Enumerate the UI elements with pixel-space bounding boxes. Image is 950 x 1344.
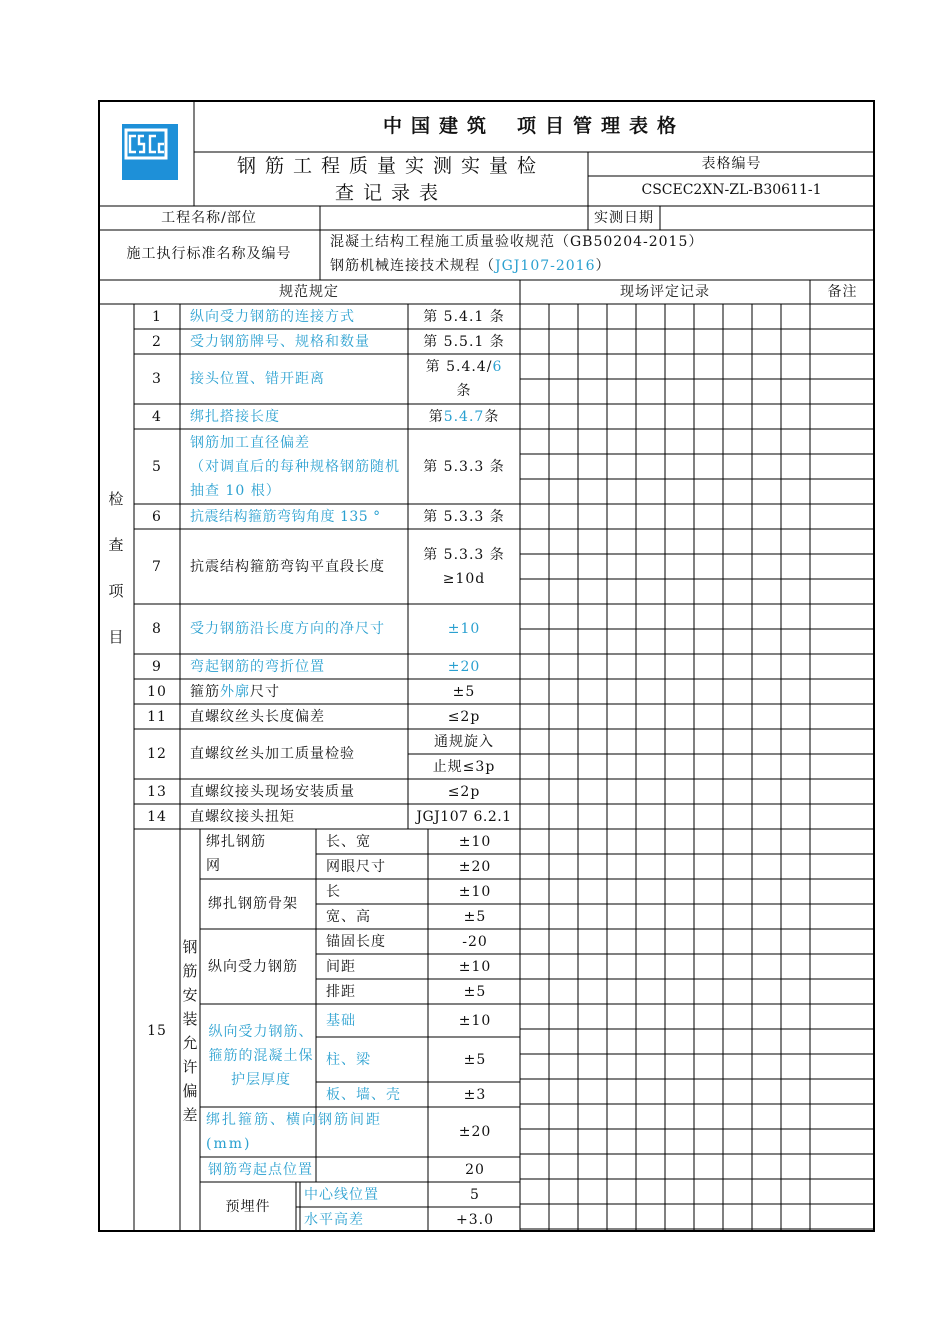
sub-value: 5 <box>470 1186 480 1203</box>
item-no: 14 <box>147 808 167 825</box>
sub-value: ±5 <box>463 983 487 1000</box>
sub-value: -20 <box>462 933 488 950</box>
cscec-logo <box>122 124 178 180</box>
sub-item: 锚固长度 <box>326 933 386 950</box>
standard-1: 混凝土结构工程施工质量验收规范（GB50204-2015） <box>330 234 704 250</box>
sub-value: ±20 <box>458 858 492 875</box>
item-name: 受力钢筋沿长度方向的净尺寸 <box>190 621 385 637</box>
spec-column-header: 规范规定 <box>279 284 339 300</box>
sub-item: 基础 <box>326 1012 356 1029</box>
standard-label: 施工执行标准名称及编号 <box>126 246 292 262</box>
sub-value: ±10 <box>458 833 492 850</box>
inspection-date-label: 实测日期 <box>594 210 654 226</box>
item-no: 10 <box>147 683 167 700</box>
logo-mark-icon <box>122 124 170 164</box>
group-embedded-parts: 预埋件 <box>225 1199 271 1215</box>
item-name: 接头位置、错开距离 <box>190 371 325 387</box>
item-no: 2 <box>152 333 162 350</box>
item-name: 直螺纹接头现场安装质量 <box>190 783 355 800</box>
table-series: 项目管理表格 <box>517 115 686 137</box>
sub-value: ±5 <box>463 908 487 925</box>
sub-item: 长 <box>326 883 341 900</box>
sub-item: 网眼尺寸 <box>326 858 386 875</box>
item-name: 弯起钢筋的弯折位置 <box>190 658 325 675</box>
form-number: CSCEC2XN-ZL-B30611-1 <box>641 182 822 198</box>
item-requirement: ±5 <box>452 683 476 700</box>
company-title <box>194 112 874 140</box>
item-no: 9 <box>152 658 162 675</box>
item-requirement: 通规旋入 <box>434 733 494 750</box>
item-no: 4 <box>152 408 162 425</box>
inspection-items-label: 检 查 项 目 <box>108 490 124 646</box>
item-requirement: 第 5.4.7 条 <box>428 408 500 425</box>
group-cover-thickness: 纵向受力钢筋、箍筋的混凝土保护层厚度 <box>208 1023 314 1088</box>
sub-value: ±10 <box>458 1012 492 1029</box>
sub-value: ±10 <box>458 883 492 900</box>
item-name: 绑扎搭接长度 <box>190 408 280 425</box>
sub-item: 间距 <box>326 958 356 975</box>
item-requirement: ≤2p <box>447 708 481 725</box>
group-rebar-cage: 绑扎钢筋骨架 <box>208 896 298 912</box>
inspection-form <box>98 100 875 1232</box>
item-name: 受力钢筋牌号、规格和数量 <box>190 333 370 350</box>
item-no: 11 <box>147 708 167 725</box>
form-number-label: 表格编号 <box>701 156 762 172</box>
item-no: 6 <box>152 508 162 525</box>
item-name: 箍筋 外廓 尺寸 <box>190 683 280 700</box>
item-name: 直螺纹丝头加工质量检验 <box>190 746 355 762</box>
item-requirement: 第 5.4.4/ 6 条 <box>425 359 503 399</box>
item-name: 直螺纹接头扭矩 <box>190 808 295 825</box>
item-requirement: 止规≤3p <box>432 758 496 775</box>
item-no: 13 <box>147 783 167 800</box>
item-requirement: ±20 <box>447 658 481 675</box>
sub-value: ±10 <box>458 958 492 975</box>
item-requirement: ±10 <box>447 621 481 637</box>
item-name: 抗震结构箍筋弯钩平直段长度 <box>190 558 385 575</box>
standard-2: 钢筋机械连接技术规程（ JGJ107-2016 ） <box>330 258 611 274</box>
sub-item: 水平高差 <box>304 1211 364 1228</box>
group-bend-point: 钢筋弯起点位置 <box>208 1161 313 1178</box>
remark-column-header: 备注 <box>827 284 858 300</box>
item-name: 钢筋加工直径偏差 （对调直后的每种规格钢筋随机抽查 10 根） <box>190 434 400 499</box>
item-no: 1 <box>152 308 162 325</box>
company-name: 中国建筑 <box>382 115 495 137</box>
sub-value: ±20 <box>458 1124 492 1140</box>
sub-value: 20 <box>465 1161 485 1178</box>
item-no: 8 <box>152 621 162 637</box>
item-requirement: 第 5.3.3 条 <box>423 458 505 475</box>
group-rebar-mesh: 绑扎钢筋网 <box>206 834 266 874</box>
form-title-line1: 钢筋工程质量实测实量检 <box>236 155 545 177</box>
sub-item: 排距 <box>326 983 356 1000</box>
item-name: 纵向受力钢筋的连接方式 <box>190 308 355 325</box>
group-longitudinal-rebar: 纵向受力钢筋 <box>208 958 298 975</box>
item-no: 3 <box>152 371 162 387</box>
item-name: 直螺纹丝头长度偏差 <box>190 708 325 725</box>
sub-item: 柱、梁 <box>326 1051 371 1068</box>
item-requirement: 第 5.3.3 条 ≥10d <box>423 546 505 587</box>
item-no: 7 <box>152 558 162 575</box>
sub-item: 板、墙、壳 <box>326 1086 401 1103</box>
form-title-line2: 查记录表 <box>334 182 447 204</box>
sub-item: 长、宽 <box>326 833 371 850</box>
project-name-label: 工程名称/部位 <box>161 210 257 226</box>
inspection-date-value[interactable] <box>660 206 875 230</box>
group-stirrup-spacing: 绑扎箍筋、横向钢筋间距(mm) <box>206 1112 382 1152</box>
item-requirement: ≤2p <box>447 783 481 800</box>
sub-item: 中心线位置 <box>304 1186 379 1203</box>
item-requirement: 第 5.4.1 条 <box>423 308 505 325</box>
sub-value: ±3 <box>463 1086 487 1103</box>
project-name-value[interactable] <box>320 206 588 230</box>
sub-value: ±5 <box>463 1051 487 1068</box>
item-requirement: JGJ107 6.2.1 <box>416 808 512 825</box>
item-name: 抗震结构箍筋弯钩角度 135 ° <box>190 508 381 525</box>
item-requirement: 第 5.3.3 条 <box>423 508 505 525</box>
sub-item: 宽、高 <box>326 908 371 925</box>
item-no: 5 <box>152 458 162 475</box>
record-column-header: 现场评定记录 <box>620 284 710 300</box>
item-no: 12 <box>147 746 167 762</box>
item-no: 15 <box>147 1022 167 1039</box>
item15-label: 钢 筋 安 装 允 许 偏 差 <box>182 937 198 1124</box>
sub-value: +3.0 <box>456 1211 494 1228</box>
item-requirement: 第 5.5.1 条 <box>423 333 505 350</box>
